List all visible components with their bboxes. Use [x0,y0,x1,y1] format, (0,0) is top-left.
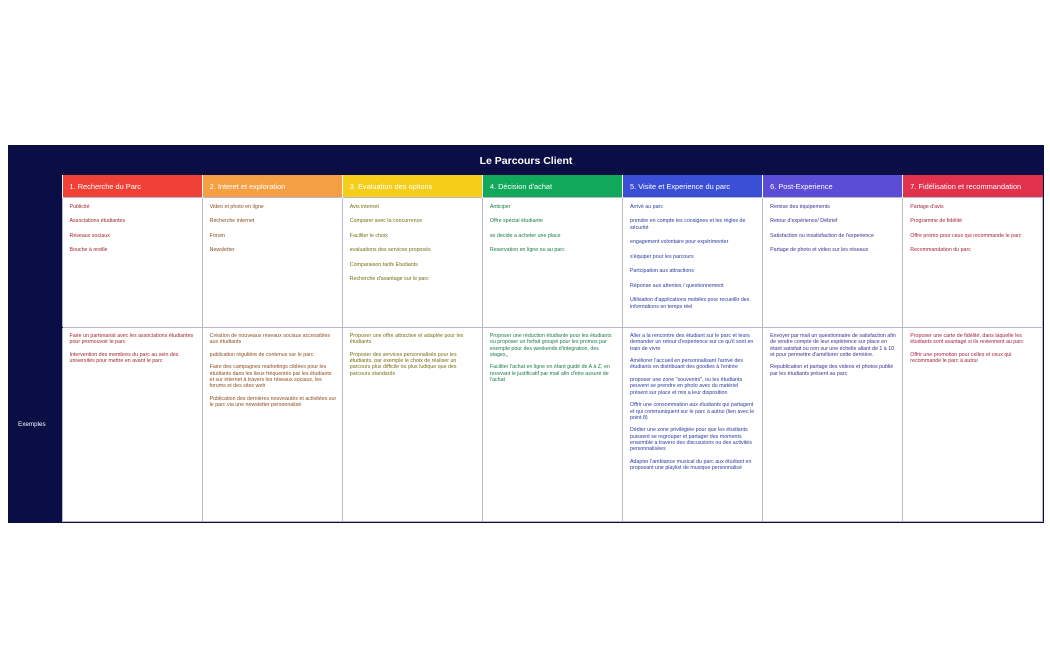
stage-header-6: 6. Post-Experience [763,175,903,198]
example-item: Republication et partage des videos et photos publié par les étudiants présent au parc [770,364,894,377]
touchpoint-item: Publicité [69,204,90,210]
example-item: Dédier une zone privilégiée pour que les étudiants puissent se regrouper et partager des moments ensemble a travers des discussions ou des activités personnalisées [630,427,752,453]
touchpoint-item: Comparer avec la concurrence [349,218,423,225]
touchpoint-item: Partage de photo et video sur les réseaux [770,247,869,254]
example-item: Publication des dernières nouveautés et activitées sur le parc via une newsletter personnalisé [209,395,337,409]
stage-header-2: 2. Interet et exploration [202,175,342,198]
touchpoints-row [9,198,1043,328]
touchpoints-cell-3 [342,198,482,328]
touchpoint-item: Recommandation du parc [910,247,971,254]
touchpoint-item: Faciliter le choix [349,232,388,239]
touchpoints-cell-5 [623,198,763,328]
touchpoint-item: Recherche internet [209,218,255,225]
example-item: proposer une zone "souvenirs", ou les étudiants peuvent se prendre en photo avec du matériel présent sur place et mis a leur disposition [630,377,743,396]
touchpoint-item: Video et photo en ligne [209,204,264,210]
touchpoints-cell-7 [903,198,1043,328]
touchpoint-item: Forum [209,232,225,239]
examples-cell-2 [202,328,342,522]
header-corner [9,175,62,198]
touchpoint-item: Partage d'avis [910,204,944,210]
examples-cell-7 [903,328,1043,522]
example-item: Proposer une offre attractive et adaptée pour les étudiants [349,333,464,346]
example-item: Aller a la rencontre des étudiant sur le parc et leurs demander un retour d'experience sur ce qu'il sont en train de vivre [630,333,754,352]
touchpoint-item: Réseaux sociaux [69,232,110,239]
touchpoints-cell-4 [482,198,622,328]
examples-row [9,328,1043,522]
touchpoint-item: Avis internet [349,204,379,210]
examples-cell-6 [763,328,903,522]
board-title: Le Parcours Client [9,146,1043,175]
examples-cell-3 [342,328,482,522]
touchpoint-item: Associations étudiantes [69,218,126,225]
touchpoint-item: evaluations des services proposés [349,247,431,254]
touchpoint-item: Satisfaction ou insatisfaction de l'experience [770,232,874,239]
touchpoints-cell-2 [202,198,342,328]
stage-header-1: 1. Recherche du Parc [62,175,202,198]
example-item: Offrir une consommation aux étudiants qui partagent et qui communiquent sur le parc à autrui (lien avec le point 8) [630,402,755,421]
stage-header-row [9,175,1043,198]
touchpoint-item: prendre en compte les consignes et les règles de sécurité [630,218,746,231]
touchpoint-item: Partcipation aux attractions [630,268,694,275]
touchpoint-item: Arrivé au parc [630,204,663,210]
example-item: Faire un partenariat avec les associations étudiantes pour promouvoir le parc [69,333,194,346]
example-item: Améliorer l'accueil en personnalisant l'arrivé des étudiants en distribuant des goodies à l'entrée [630,358,744,371]
example-item: Adapter l'ambiance musical du parc aux étudiant en proposant une playlist de musique personnalisé [630,458,752,472]
touchpoint-item: Recherche d'avantage sur le parc [349,276,429,283]
touchpoint-item: Utilisation d'applications mobiles pour recueillir des informations en temps réel [630,297,750,310]
stage-header-7: 7. Fidélisation et recommandation [903,175,1043,198]
examples-cell-1 [62,328,202,522]
touchpoints-row-label [9,198,62,328]
touchpoints-cell-6 [763,198,903,328]
example-item: Proposer une réduction étudiante pour les étudiants ou proposer un forfait groupé pour les promos par exemple pour des weekends d'integration, des stages,, [489,333,612,358]
touchpoints-cell-1 [62,198,202,328]
stage-header-3: 3. Evaluation des options [342,175,482,198]
example-item: Faire des campagnes marketings ciblées pour les étudiants dans les lieux fréquentés par les étudiants et sur internet à travers les réseaux sociaux, les forums et des sites web [209,364,332,390]
example-item: Création de nouveaux réseaux sociaux accessibles aux étudiants [209,333,331,346]
examples-cell-4 [482,328,622,522]
stage-header-4: 4. Décision d'achat [482,175,622,198]
example-item: Intervention des membres du parc au sein des universités pour mettre en avant le parc [69,351,179,365]
touchpoint-item: s'équiper pour les parcours [630,253,694,260]
touchpoint-item: Réponse aux attentes / questionnement [630,282,724,289]
touchpoint-item: Anticiper [489,204,511,210]
touchpoint-item: Offre promo pour ceux qui recommande le parc [910,232,1022,239]
example-item: Offrir une promotion pour celles et ceux qui recommande le parc à autrui [910,351,1012,365]
examples-row-label: Exemples [9,328,62,522]
touchpoint-item: Retour d'expérience/ Débrief [770,218,838,225]
example-item: Envoyer par mail un questionnaire de satisfaction afin de rendre compte de leur expérience sur place en étant satisfait ou non sur une échelle allant de 1 à 10 et pour permettre d'améliorer cette dernière. [770,333,896,358]
example-item: Faciliter l'achat en ligne en étant guidé de A à Z, en recevant le justificatif par mail afin d'etre assuré de l'achat [489,364,610,384]
touchpoint-item: engagement volontaire pour expérimenter [630,239,729,246]
touchpoint-item: Comparaison tarifs Etudiants [349,261,418,268]
touchpoint-item: Reservation en ligne ou au parc [489,247,565,254]
journey-table [9,175,1043,522]
stage-header-5: 5. Visite et Experience du parc [623,175,763,198]
touchpoint-item: Newsletter [209,247,235,254]
touchpoint-item: se decide a acheter une place [489,232,561,239]
touchpoint-item: Programme de fidélité [910,218,963,225]
examples-cell-5 [623,328,763,522]
touchpoint-item: Offre spécial étudiante [489,218,543,225]
example-item: Proposer des services personnalisés pour les étudiants, par exemple le choix de réaliser un parcours plus difficile ou plus ludique que des parcours standards [349,351,457,377]
example-item: Proposer une carte de fidélité, dans laquelle les étudiants sont avantagé si ils reviennent au parc [910,333,1024,346]
touchpoint-item: Remise des équipements [770,204,830,210]
customer-journey-board [8,145,1044,523]
example-item: publication régulière de contenus sur le parc [209,351,314,358]
touchpoint-item: Bouche à oreille [69,247,108,254]
